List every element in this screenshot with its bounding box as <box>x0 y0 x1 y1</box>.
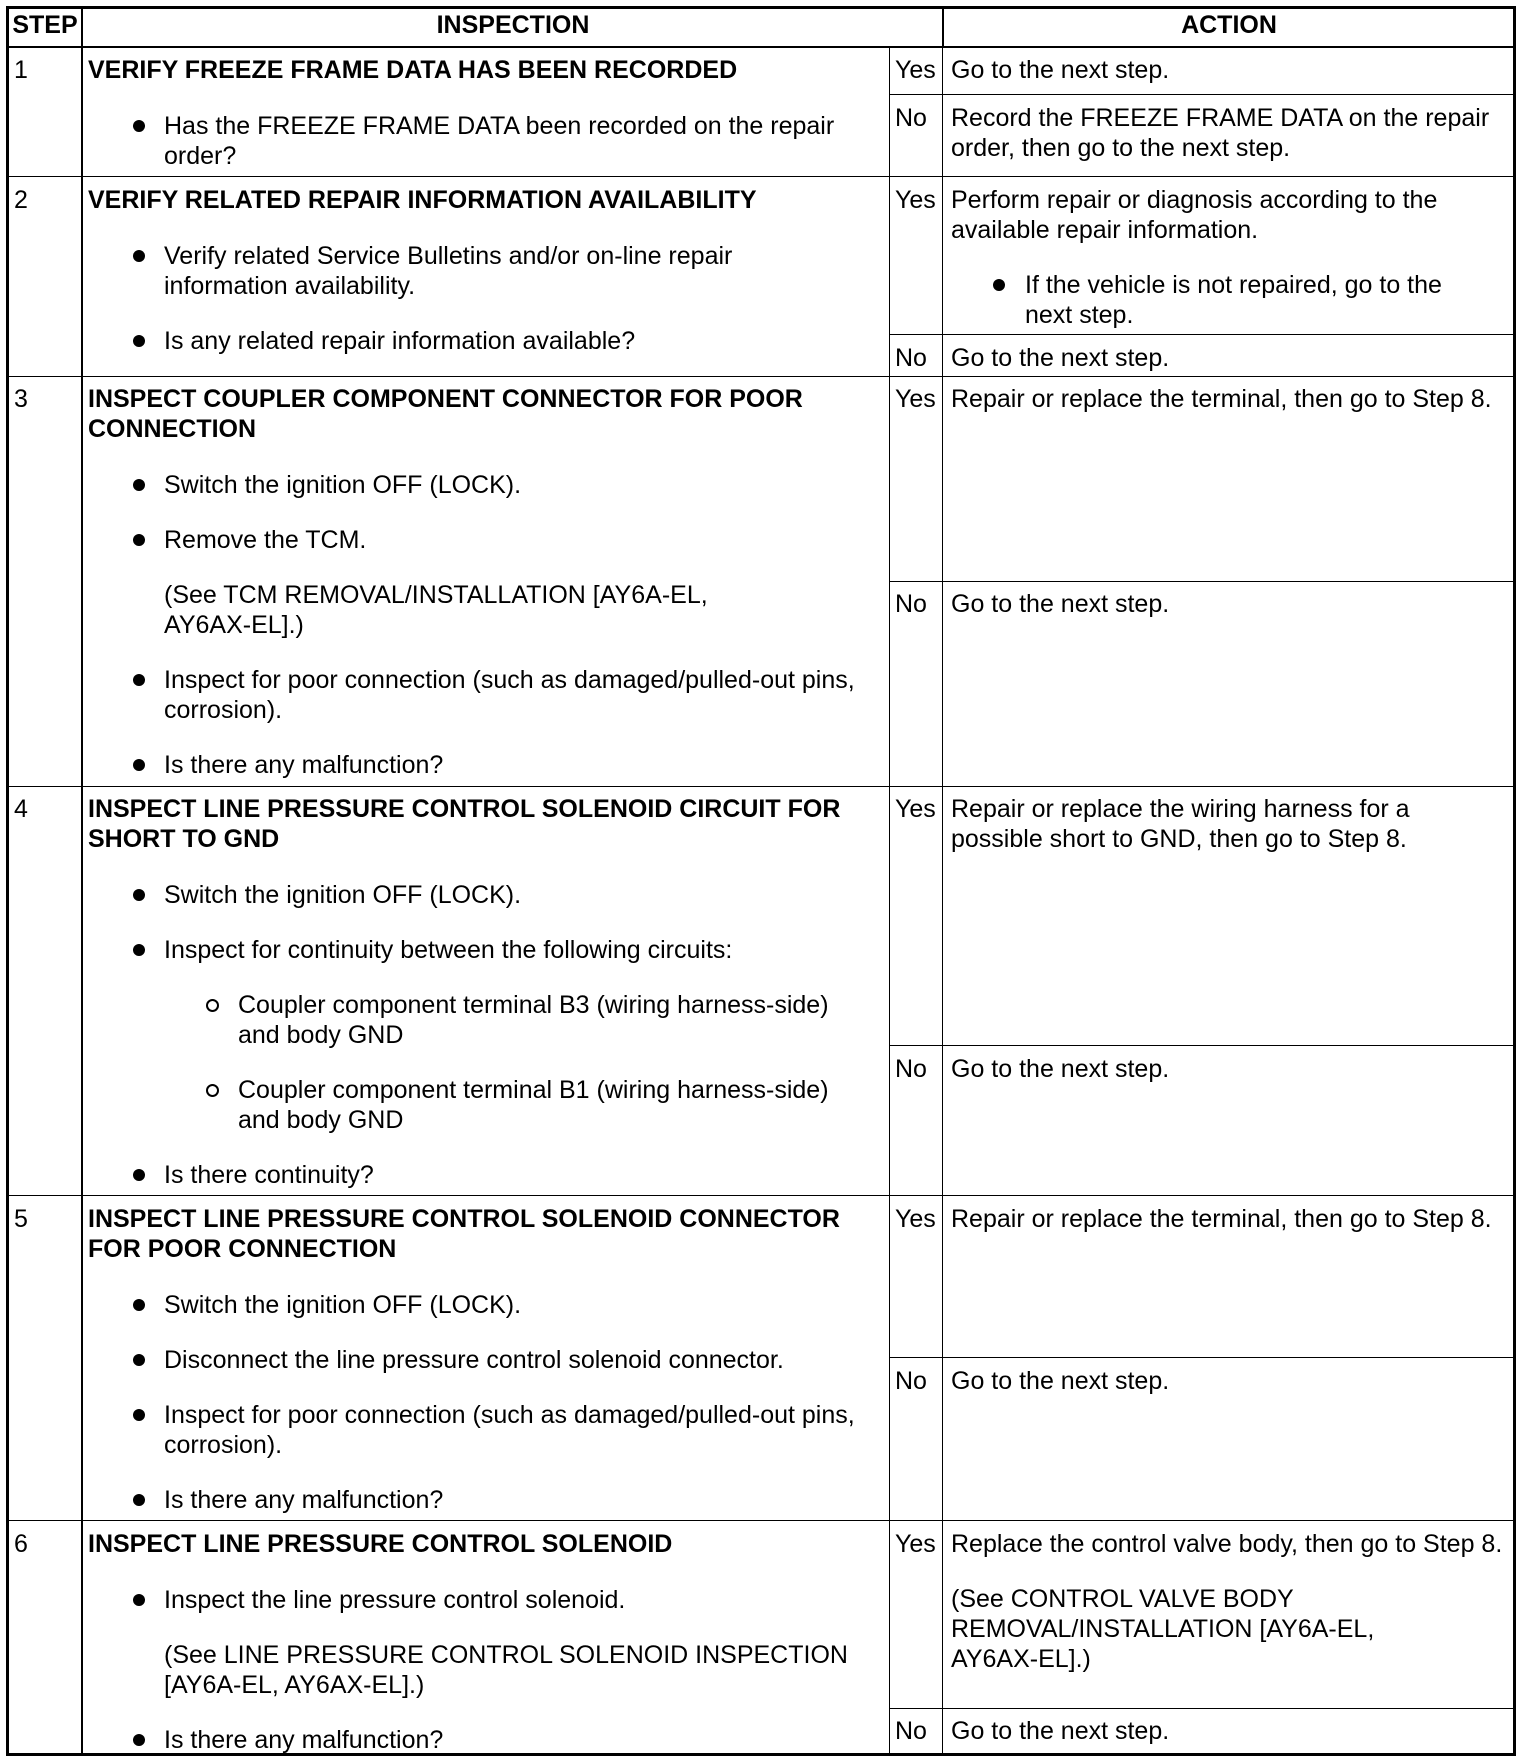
no-action: Go to the next step. <box>951 1367 1170 1395</box>
inspection-text: Is there continuity? <box>164 1161 374 1189</box>
step-number: 1 <box>14 56 28 84</box>
bullet-dot <box>133 1734 145 1746</box>
yes-action: Replace the control valve body, then go to Step 8. <box>951 1530 1503 1558</box>
bullet-dot <box>133 1299 145 1311</box>
yes-label: Yes <box>895 1205 936 1233</box>
inspection-subtext: and body GND <box>238 1106 404 1134</box>
col-divider-step <box>81 6 83 1756</box>
no-label: No <box>895 1717 927 1745</box>
row4-yes-no-divider <box>889 1045 1516 1046</box>
header-divider <box>6 46 1516 48</box>
header-step: STEP <box>12 11 78 39</box>
bullet-dot <box>133 889 145 901</box>
yes-label: Yes <box>895 795 936 823</box>
row-divider <box>6 376 1516 377</box>
no-action: Go to the next step. <box>951 1055 1170 1083</box>
col-divider-header <box>942 6 944 46</box>
yes-action: Go to the next step. <box>951 56 1170 84</box>
row1-yes-no-divider <box>889 94 1516 95</box>
inspection-text: corrosion). <box>164 1431 283 1459</box>
inspection-text: Is there any malfunction? <box>164 751 444 779</box>
col-divider-action <box>942 47 943 1756</box>
no-label: No <box>895 590 927 618</box>
inspection-note: AY6AX-EL].) <box>164 611 304 639</box>
no-action: order, then go to the next step. <box>951 134 1291 162</box>
inspection-text: Inspect the line pressure control solenoid. <box>164 1586 626 1614</box>
row3-yes-no-divider <box>889 581 1516 582</box>
inspection-note: (See TCM REMOVAL/INSTALLATION [AY6A-EL, <box>164 581 708 609</box>
inspection-text: corrosion). <box>164 696 283 724</box>
step-title: VERIFY RELATED REPAIR INFORMATION AVAILABILITY <box>88 186 757 214</box>
bullet-dot <box>133 1409 145 1421</box>
inspection-subtext: Coupler component terminal B1 (wiring harness-side) <box>238 1076 829 1104</box>
inspection-text: Switch the ignition OFF (LOCK). <box>164 881 522 909</box>
yes-label: Yes <box>895 385 936 413</box>
yes-action: next step. <box>1025 301 1134 329</box>
inspection-subtext: Coupler component terminal B3 (wiring harness-side) <box>238 991 829 1019</box>
inspection-text: Inspect for poor connection (such as damaged/pulled-out pins, <box>164 1401 855 1429</box>
bullet-dot <box>133 479 145 491</box>
bullet-dot <box>133 1594 145 1606</box>
no-action: Go to the next step. <box>951 1717 1170 1745</box>
no-action: Record the FREEZE FRAME DATA on the repair <box>951 104 1490 132</box>
inspection-text: information availability. <box>164 272 416 300</box>
inspection-text: Verify related Service Bulletins and/or on-line repair <box>164 242 733 270</box>
inspection-text: Remove the TCM. <box>164 526 367 554</box>
sub-bullet-ring <box>206 1084 219 1097</box>
yes-label: Yes <box>895 56 936 84</box>
bullet-dot <box>133 335 145 347</box>
step-title: SHORT TO GND <box>88 825 280 853</box>
no-label: No <box>895 1055 927 1083</box>
row-divider <box>6 1520 1516 1521</box>
inspection-text: Has the FREEZE FRAME DATA been recorded on the repair <box>164 112 835 140</box>
step-title: INSPECT LINE PRESSURE CONTROL SOLENOID CONNECTOR <box>88 1205 840 1233</box>
inspection-text: order? <box>164 142 237 170</box>
inspection-text: Is there any malfunction? <box>164 1486 444 1514</box>
header-action: ACTION <box>1181 11 1277 39</box>
step-number: 3 <box>14 385 28 413</box>
yes-action: possible short to GND, then go to Step 8. <box>951 825 1407 853</box>
yes-action-note: REMOVAL/INSTALLATION [AY6A-EL, <box>951 1615 1375 1643</box>
yes-action-note: AY6AX-EL].) <box>951 1645 1091 1673</box>
step-title: INSPECT LINE PRESSURE CONTROL SOLENOID CIRCUIT FOR <box>88 795 841 823</box>
bullet-dot <box>133 534 145 546</box>
step-number: 2 <box>14 186 28 214</box>
step-title: INSPECT LINE PRESSURE CONTROL SOLENOID <box>88 1530 673 1558</box>
row6-yes-no-divider <box>889 1708 1516 1709</box>
step-title: INSPECT COUPLER COMPONENT CONNECTOR FOR POOR <box>88 385 803 413</box>
yes-action: Repair or replace the terminal, then go to Step 8. <box>951 1205 1492 1233</box>
yes-label: Yes <box>895 1530 936 1558</box>
bullet-dot <box>133 1169 145 1181</box>
row2-yes-no-divider <box>889 334 1516 335</box>
no-action: Go to the next step. <box>951 590 1170 618</box>
inspection-subtext: and body GND <box>238 1021 404 1049</box>
bullet-dot <box>133 944 145 956</box>
yes-label: Yes <box>895 186 936 214</box>
step-title: FOR POOR CONNECTION <box>88 1235 397 1263</box>
bullet-dot <box>133 250 145 262</box>
inspection-text: Disconnect the line pressure control solenoid connector. <box>164 1346 784 1374</box>
col-divider-yesno <box>889 47 890 1756</box>
no-label: No <box>895 1367 927 1395</box>
inspection-note: [AY6A-EL, AY6AX-EL].) <box>164 1671 425 1699</box>
row-divider <box>6 176 1516 177</box>
bullet-dot <box>133 759 145 771</box>
yes-action: Repair or replace the wiring harness for a <box>951 795 1410 823</box>
step-title: CONNECTION <box>88 415 257 443</box>
yes-action: available repair information. <box>951 216 1259 244</box>
inspection-text: Inspect for continuity between the following circuits: <box>164 936 733 964</box>
bullet-dot <box>133 120 145 132</box>
step-number: 4 <box>14 795 28 823</box>
header-inspection: INSPECTION <box>436 11 590 39</box>
bullet-dot <box>133 1494 145 1506</box>
bullet-dot <box>133 1354 145 1366</box>
step-number: 6 <box>14 1530 28 1558</box>
no-label: No <box>895 344 927 372</box>
step-title: VERIFY FREEZE FRAME DATA HAS BEEN RECORDED <box>88 56 738 84</box>
step-number: 5 <box>14 1205 28 1233</box>
yes-action: If the vehicle is not repaired, go to the <box>1025 271 1442 299</box>
inspection-text: Switch the ignition OFF (LOCK). <box>164 471 522 499</box>
inspection-text: Inspect for poor connection (such as damaged/pulled-out pins, <box>164 666 855 694</box>
row5-yes-no-divider <box>889 1357 1516 1358</box>
no-label: No <box>895 104 927 132</box>
inspection-text: Switch the ignition OFF (LOCK). <box>164 1291 522 1319</box>
sub-bullet-ring <box>206 999 219 1012</box>
row-divider <box>6 1195 1516 1196</box>
bullet-dot <box>993 279 1005 291</box>
inspection-text: Is any related repair information available? <box>164 327 636 355</box>
no-action: Go to the next step. <box>951 344 1170 372</box>
inspection-text: Is there any malfunction? <box>164 1726 444 1754</box>
yes-action-note: (See CONTROL VALVE BODY <box>951 1585 1294 1613</box>
bullet-dot <box>133 674 145 686</box>
yes-action: Repair or replace the terminal, then go to Step 8. <box>951 385 1492 413</box>
row-divider <box>6 786 1516 787</box>
inspection-note: (See LINE PRESSURE CONTROL SOLENOID INSPECTION <box>164 1641 848 1669</box>
yes-action: Perform repair or diagnosis according to the <box>951 186 1438 214</box>
